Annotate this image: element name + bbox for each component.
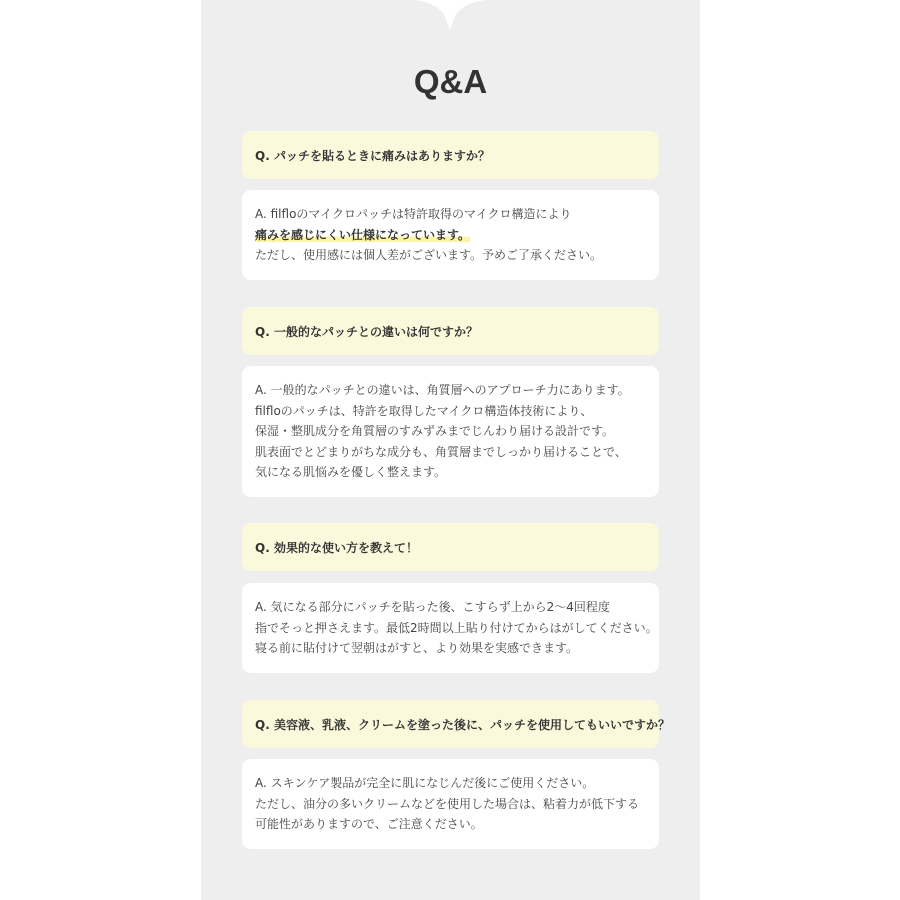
answer-line: ただし、使用感には個人差がございます。予めご了承ください。 [255,248,603,262]
faq-question-2 [242,307,659,355]
faq-question-4 [242,700,670,748]
answer-line: A. filfloのマイクロパッチは特許取得のマイクロ構造により [255,207,572,221]
faq-answer-1 [242,190,659,280]
answer-line: 肌表面でとどまりがちな成分も、角質層までしっかり届けることで、 [255,444,627,459]
answer-line: 寝る前に貼付けて翌朝はがすと、より効果を実感できます。 [255,641,579,655]
answer-line: A. 気になる部分にパッチを貼った後、こすらず上から2〜4回程度 [255,600,610,614]
answer-line: 保湿・整肌成分を角質層のすみずみまでじんわり届ける設計です。 [255,424,615,438]
question-text: Q. パッチを貼るときに痛みはありますか？ [255,148,490,163]
faq-answer-3 [242,583,659,673]
question-text: Q. 一般的なパッチとの違いは何ですか？ [255,324,478,339]
answer-line: A. スキンケア製品が完全に肌になじんだ後にご使用ください。 [255,776,595,790]
faq-answer-2 [242,366,659,497]
answer-line: 可能性がありますので、ご注意ください。 [255,817,483,831]
answer-line: filfloのパッチは、特許を取得したマイクロ構造体技術により、 [255,403,593,418]
faq-question-3 [242,523,659,571]
question-text: Q. 効果的な使い方を教えて！ [255,540,418,555]
answer-line: ただし、油分の多いクリームなどを使用した場合は、粘着力が低下する [255,796,640,811]
page-title: Q&A [413,63,488,100]
faq-question-1 [242,131,659,179]
question-text: Q. 美容液、乳液、クリームを塗った後に、パッチを使用してもいいですか？ [255,717,670,732]
faq-answer-4 [242,759,659,849]
answer-line: 気になる肌悩みを優しく整えます。 [255,465,447,479]
answer-line: A. 一般的なパッチとの違いは、角質層へのアプローチ力にあります。 [255,383,630,397]
answer-highlight: 痛みを感じにくい仕様になっています。 [255,227,471,242]
answer-line: 指でそっと押さえます。最低2時間以上貼り付けてからはがしてください。 [255,620,658,635]
top-notch-decoration [414,0,486,30]
